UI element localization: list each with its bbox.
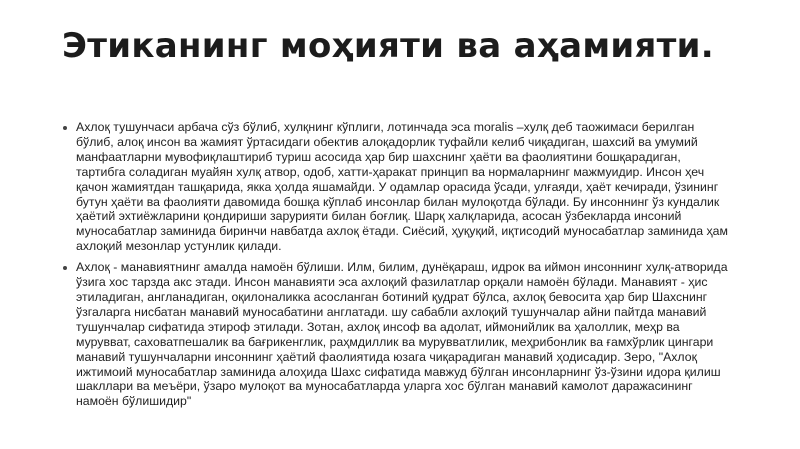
slide-title: Этиканинг моҳияти ва аҳамияти. — [62, 26, 715, 66]
bullet-dot-icon — [63, 126, 67, 130]
bullet-dot-icon — [63, 266, 67, 270]
bullet-text-spirituality: Ахлоқ - манавиятнинг амалда намоён бўлиши. Илм, билим, дунёқараш, идрок ва иймон инсоннинг хулқ-атворида ўзига хос тарзда акс этади. Инсон манавияти эса ахлоқий фазилатлар орқали намоён бўлади. Манавият - ҳис этиладиган, англанадиган, оқилоналикка асосланган ботиний қудрат бўлса, ахлоқ бевосита ҳар бир Шахснинг ўзгаларга нисбатан манавий муносабатини англатади. шу сабабли ахлоқий тушунчалар айни пайтда манавий тушунчалар сифатида этироф этилади. Зотан, ахлоқ инсоф ва адолат, иймонийлик ва ҳалоллик, меҳр ва мурувват, саховатпешалик ва бағрикенглик, раҳмдиллик ва мурувватлилик, меҳрибонлик ва ғамхўрлик цингари манавий тушунчаларни инсоннинг ҳаётий фаолиятида юзага чиқарадиган манавий ҳодисадир. Зеро, "Ахлоқ ижтимоий муносабатлар заминида алоҳида Шахс сифатида мавжуд бўлган инсонларнинг ўз-ўзини идора қилиш шакллари ва меъёри, ўзаро мулоқот ва муносабатларда уларга хос бўлган манавий камолот даражасининг намоён бўлишидир" — [76, 260, 728, 409]
bullet-item-definition — [62, 120, 730, 254]
bullet-text-definition: Ахлоқ тушунчаси арбача сўз бўлиб, хулқнинг кўплиги, лотинчада эса moralis –хулқ деб таожимаси берилган бўлиб, алоқ инсон ва жамият ўртасидаги обектив алоқадорлик туфайли келиб чиқадиган, шахсий ва умумий манфаатларни мувофиқлаштириб туриш асосида ҳар бир шахснинг ҳаёти ва фаолиятини бошқарадиган, тартибга соладиган муайян хулқ атвор, одоб, хатти-ҳаракат принцип ва нормаларнинг мажмуидир. Инсон ҳеч қачон жамиятдан ташқарида, якка ҳолда яшамайди. У одамлар орасида ўсади, улғаяди, ҳаёт кечиради, ўзининг бутун ҳаёти ва фаолияти давомида бошқа кўплаб инсонлар билан мулоқотда бўлади. Бу инсоннинг ўз кундалик ҳаётий эхтиёжларини қондириши зарурияти билан боғлиқ. Шарқ халқларида, асосан ўзбекларда инсоний муносабатлар заминида биринчи навбатда ахлоқ ётади. Сиёсий, ҳуқуқий, иқтисодий муносабатлар заминида ҳам ахлоқий мезонлар устунлик қилади. — [76, 120, 728, 254]
slide-content — [62, 120, 730, 409]
bullet-list — [62, 120, 730, 409]
bullet-item-spirituality — [62, 260, 730, 409]
